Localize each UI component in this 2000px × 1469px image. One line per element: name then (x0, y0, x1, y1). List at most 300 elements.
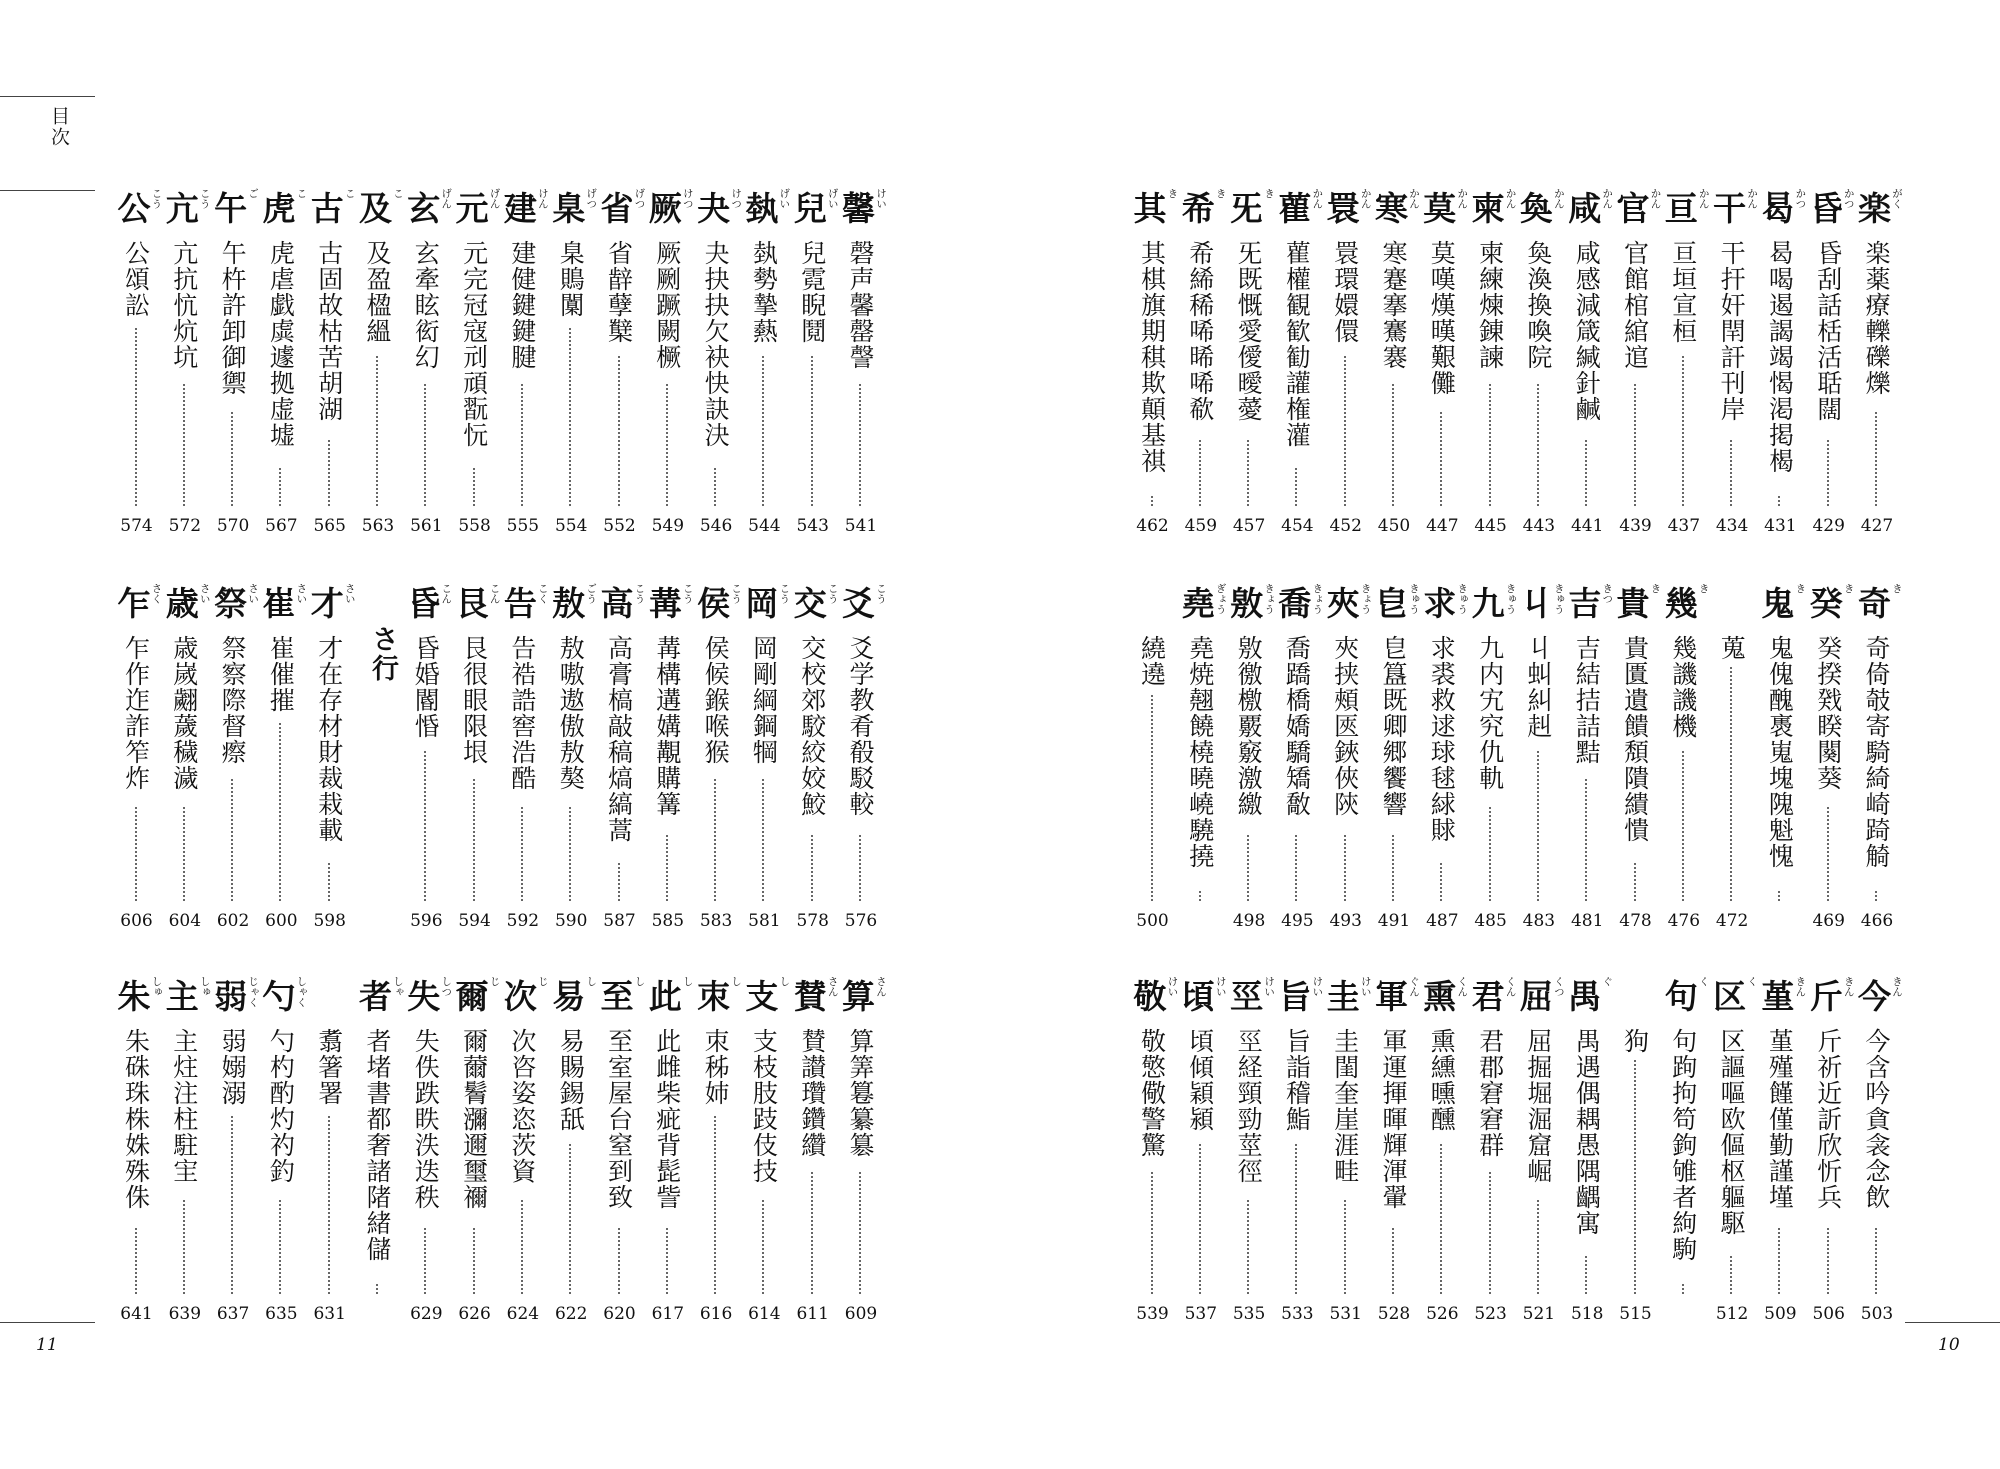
toc-entry[interactable] (1134, 190, 1180, 550)
leader-dots (618, 1228, 620, 1294)
toc-entry[interactable] (359, 190, 405, 550)
derived-characters: 午杵許卸御禦 (218, 240, 248, 396)
leader-dots (1778, 891, 1780, 901)
leader-dots (328, 863, 330, 901)
toc-entry[interactable] (262, 190, 308, 550)
toc-entry[interactable] (1472, 190, 1518, 550)
entry-head (1423, 188, 1469, 236)
toc-entry[interactable] (842, 585, 888, 945)
leader-dots (666, 835, 668, 901)
toc-entry[interactable] (649, 978, 695, 1338)
toc-entry[interactable] (1568, 585, 1614, 945)
head-reading: きょう (1359, 583, 1372, 615)
head-reading: ぎょう (1214, 583, 1227, 615)
toc-entry[interactable] (311, 585, 357, 945)
entry-head (793, 188, 839, 236)
derived-characters: 告祰誥窖浩酷 (507, 635, 537, 791)
leader-dots (1295, 1144, 1297, 1294)
head-character: 区 (1713, 977, 1747, 1016)
leader-dots (1440, 412, 1442, 506)
toc-entry[interactable] (504, 585, 550, 945)
page-number: 429 (1812, 516, 1845, 536)
derived-characters: 曷喝遏謁竭愒渇掲楬 (1765, 240, 1795, 474)
leader-dots (135, 328, 137, 506)
toc-entry[interactable] (1810, 190, 1856, 550)
head-character: 至 (600, 977, 634, 1016)
page-number: 543 (796, 516, 829, 536)
toc-entry[interactable] (601, 585, 647, 945)
page-number: 506 (1812, 1304, 1845, 1324)
head-reading: こう (778, 583, 791, 604)
toc-entry[interactable] (504, 978, 550, 1338)
derived-characters: 奐渙換喚院 (1523, 240, 1553, 370)
toc-entry[interactable] (1568, 190, 1614, 550)
toc-entry[interactable] (1520, 978, 1566, 1338)
toc-entry[interactable] (1230, 190, 1276, 550)
toc-entry[interactable] (1230, 585, 1276, 945)
derived-characters: 磬声馨罄謦 (846, 240, 875, 370)
page-number: 445 (1474, 516, 1507, 536)
derived-characters: 岡剛綱鋼犅 (749, 635, 779, 765)
leader-dots (1778, 496, 1780, 506)
derived-characters: 兒霓睨鬩 (797, 240, 827, 344)
head-reading: かん (1408, 188, 1420, 209)
toc-entry[interactable] (311, 190, 357, 550)
toc-entry[interactable] (262, 978, 308, 1338)
derived-characters: 勺杓酌灼礿釣 (266, 1028, 296, 1184)
toc-entry[interactable] (1182, 978, 1228, 1338)
derived-characters: 崔催摧 (266, 635, 296, 713)
toc-entry[interactable] (1278, 978, 1324, 1338)
head-character: 馨 (842, 189, 875, 228)
entry-head (407, 976, 453, 1024)
entry-head (1278, 583, 1324, 631)
page-number: 558 (458, 516, 491, 536)
head-character: 希 (1181, 189, 1215, 228)
head-character: 乍 (117, 584, 151, 623)
toc-entry[interactable] (1858, 978, 1904, 1338)
head-reading: こん (440, 583, 453, 604)
leader-dots (183, 807, 185, 901)
head-reading: けつ (681, 188, 694, 209)
head-reading: けい (1311, 976, 1324, 997)
derived-characters: 咸感減箴緘針鹹 (1572, 240, 1602, 422)
toc-entry[interactable] (1858, 585, 1904, 945)
toc-entry[interactable] (697, 978, 743, 1338)
toc-entry[interactable] (1327, 190, 1373, 550)
head-character: 圭 (1326, 977, 1360, 1016)
head-reading: き (1166, 188, 1179, 199)
entry-head (1326, 976, 1372, 1024)
leader-dots (1537, 384, 1539, 506)
page-number: 500 (1136, 911, 1169, 931)
toc-entry[interactable] (745, 190, 791, 550)
derived-characters: 至室屋台窒到致 (604, 1028, 634, 1210)
entry-head (1471, 188, 1517, 236)
entry-head (1423, 583, 1469, 631)
head-reading: ご (247, 188, 260, 199)
derived-characters: 鬼傀醜褭嵬塊隗魁愧 (1765, 635, 1795, 869)
entry-head (1133, 188, 1179, 236)
entry-head (1375, 583, 1420, 631)
entry-head (648, 976, 694, 1024)
page-number: 641 (120, 1304, 153, 1324)
derived-characters: 失佚跌眣泆迭秩 (411, 1028, 441, 1210)
toc-entry[interactable] (1375, 190, 1421, 550)
toc-entry[interactable] (1278, 585, 1324, 945)
toc-entry[interactable] (552, 585, 598, 945)
entry-head (1761, 976, 1807, 1024)
page-number: 637 (216, 1304, 250, 1324)
leader-dots (1392, 835, 1394, 901)
toc-entry[interactable] (118, 585, 164, 945)
toc-entry[interactable] (552, 978, 598, 1338)
toc-entry[interactable] (118, 978, 164, 1338)
derived-characters: 柬練煉錬諫 (1475, 240, 1505, 370)
toc-entry[interactable] (601, 190, 647, 550)
toc-entry[interactable] (745, 585, 791, 945)
head-reading: かん (1649, 188, 1662, 209)
head-character: 兒 (793, 189, 827, 228)
derived-characters: 丩虯糾赳 (1523, 635, 1553, 739)
page-number: 483 (1522, 911, 1556, 931)
entry-head (214, 583, 260, 631)
toc-entry[interactable] (1327, 978, 1373, 1338)
derived-characters: 賛讃瓚鑽纘 (797, 1028, 827, 1158)
head-character: 敬 (1133, 977, 1167, 1016)
head-character: 支 (745, 977, 779, 1016)
toc-entry[interactable] (842, 978, 888, 1338)
leader-dots (666, 384, 668, 506)
derived-characters: 其棋旗期稘欺顛基祺 (1137, 240, 1167, 474)
leader-dots (328, 440, 330, 506)
toc-entry[interactable] (359, 978, 405, 1338)
toc-entry[interactable] (1568, 978, 1614, 1338)
toc-entry[interactable] (1761, 585, 1807, 945)
entry-head (455, 188, 501, 236)
derived-characters: 九内宄究仇軌 (1475, 635, 1505, 791)
leader-dots (569, 328, 571, 506)
leader-dots (569, 1144, 571, 1294)
entry-head (600, 583, 646, 631)
toc-entry[interactable] (1327, 585, 1373, 945)
entry-head (1326, 583, 1372, 631)
head-character: 干 (1713, 189, 1747, 228)
leader-dots (762, 779, 764, 901)
leader-dots (1489, 1172, 1491, 1294)
leader-dots (1730, 440, 1732, 506)
toc-entry[interactable] (697, 190, 743, 550)
head-reading: きゅう (1504, 583, 1517, 615)
leader-dots (1489, 384, 1491, 506)
entry-head (1664, 976, 1710, 1024)
head-reading: きん (1842, 976, 1855, 997)
toc-entry[interactable] (1230, 978, 1276, 1338)
toc-entry[interactable] (1472, 585, 1518, 945)
toc-entry[interactable] (1423, 585, 1469, 945)
toc-entry[interactable] (1182, 190, 1228, 550)
page-number: 454 (1281, 516, 1314, 536)
toc-entry[interactable] (262, 585, 308, 945)
head-character: 朱 (117, 977, 151, 1016)
head-reading: きゅう (1456, 583, 1469, 615)
toc-entry[interactable] (649, 585, 695, 945)
derived-characters: 祭察際督瘵 (218, 635, 248, 765)
entry-head (262, 583, 308, 631)
toc-entry[interactable] (794, 978, 840, 1338)
toc-entry[interactable] (1810, 585, 1856, 945)
head-character: 頃 (1181, 977, 1215, 1016)
derived-characters: 弱嫋溺 (218, 1028, 248, 1106)
derived-characters: 癸揆戣睽闋葵 (1813, 635, 1843, 791)
toc-entry[interactable] (1375, 978, 1421, 1338)
toc-entry[interactable] (1375, 585, 1421, 945)
toc-entry[interactable] (1134, 585, 1180, 945)
toc-entry[interactable] (214, 978, 260, 1338)
toc-entry[interactable] (1665, 190, 1711, 550)
head-reading: かつ (1794, 188, 1807, 209)
derived-characters: 交校郊駮絞姣鮫 (797, 635, 827, 817)
head-character: 禺 (1568, 977, 1602, 1016)
toc-entry[interactable] (842, 190, 888, 550)
toc-entry[interactable] (1472, 978, 1518, 1338)
toc-entry[interactable] (1713, 585, 1759, 945)
toc-entry[interactable] (1617, 190, 1663, 550)
toc-entry[interactable] (407, 190, 453, 550)
derived-characters: 省辪孽櫱 (604, 240, 634, 344)
head-reading: ごう (585, 583, 598, 604)
derived-characters: 幾譏譏機 (1668, 635, 1698, 739)
head-character: 皀 (1375, 584, 1408, 623)
page-number: 609 (844, 1304, 878, 1324)
head-reading: くん (1456, 976, 1469, 997)
entry-head (600, 188, 646, 236)
page-number: 639 (168, 1304, 202, 1324)
head-reading: けん (536, 188, 549, 209)
leader-dots (1682, 356, 1684, 506)
leader-dots (1151, 695, 1153, 901)
derived-characters: 君郡窘窘群 (1475, 1028, 1505, 1158)
derived-characters: 虎虐戯虡遽拠虚墟 (266, 240, 296, 448)
leader-dots (569, 807, 571, 901)
leader-dots (1827, 807, 1829, 901)
entry-head (165, 583, 211, 631)
leader-dots (231, 779, 233, 901)
leader-dots (521, 1200, 523, 1294)
leader-dots (135, 1228, 137, 1294)
page-number: 635 (265, 1304, 298, 1324)
page-number: 555 (506, 516, 540, 536)
derived-characters: 敫徼檄覈竅激繳 (1234, 635, 1264, 817)
toc-entry[interactable] (1617, 585, 1663, 945)
entry-head (1568, 976, 1614, 1024)
toc-entry[interactable] (1520, 585, 1566, 945)
entry-head (1326, 188, 1372, 236)
entry-head (165, 188, 211, 236)
toc-entry[interactable] (1134, 978, 1180, 1338)
toc-entry[interactable] (1761, 978, 1807, 1338)
page-number: 498 (1232, 911, 1266, 931)
leader-dots (1295, 468, 1297, 506)
toc-entry[interactable] (1182, 585, 1228, 945)
entry-head (793, 976, 839, 1024)
entry-head (1761, 583, 1807, 631)
entry-head (1858, 976, 1903, 1024)
toc-entry[interactable] (214, 190, 260, 550)
leader-dots (1585, 779, 1587, 901)
page-number: 533 (1281, 1304, 1314, 1324)
head-character: 屈 (1519, 977, 1553, 1016)
head-reading: き (1891, 583, 1903, 594)
head-character: 奐 (1519, 189, 1553, 228)
leader-dots (1682, 751, 1684, 901)
derived-characters: 才在存材財裁栽載 (314, 635, 344, 843)
head-reading: こん (488, 583, 501, 604)
head-reading: き (1649, 583, 1662, 594)
page-number: 541 (844, 516, 878, 536)
toc-entry[interactable] (166, 190, 212, 550)
leader-dots (618, 863, 620, 901)
head-character: 旨 (1278, 977, 1312, 1016)
toc-entry[interactable] (1665, 978, 1711, 1338)
page-number: 583 (699, 911, 733, 931)
leader-dots (1537, 1200, 1539, 1294)
toc-entry[interactable] (1665, 585, 1711, 945)
toc-entry[interactable] (1810, 978, 1856, 1338)
toc-entry[interactable] (1520, 190, 1566, 550)
toc-entry[interactable] (166, 585, 212, 945)
entry-head (697, 976, 743, 1024)
toc-entry[interactable] (1423, 978, 1469, 1338)
toc-entry[interactable] (552, 190, 598, 550)
page-number: 576 (844, 911, 878, 931)
leader-dots (1827, 440, 1829, 506)
toc-entry[interactable] (1713, 978, 1759, 1338)
entry-head (310, 583, 356, 631)
page-number: 487 (1426, 911, 1459, 931)
head-reading: じゃく (247, 976, 260, 1008)
derived-characters: 吉結拮詰黠 (1572, 635, 1602, 765)
head-reading: こ (295, 188, 308, 199)
toc-entry[interactable] (504, 190, 550, 550)
leader-dots (1634, 1060, 1636, 1294)
derived-characters: 奇倚攲寄騎綺崎踦觭 (1862, 635, 1891, 869)
derived-characters: 爻学教肴殽駁較 (846, 635, 875, 817)
head-character: 雚 (1278, 189, 1312, 228)
leader-dots (376, 1284, 378, 1294)
page-number: 570 (216, 516, 250, 536)
page-number: 531 (1329, 1304, 1362, 1324)
head-reading: さい (295, 583, 308, 604)
leader-dots (135, 807, 137, 901)
derived-characters: 句跔拘笱鉤雊者絇駒 (1668, 1028, 1698, 1262)
head-reading: く (1697, 976, 1710, 987)
toc-entry[interactable] (1617, 978, 1663, 1338)
entry-head (407, 583, 453, 631)
toc-entry[interactable] (1278, 190, 1324, 550)
head-character: 午 (214, 189, 248, 228)
head-reading: こう (730, 583, 743, 604)
head-character: 玄 (407, 189, 441, 228)
entry-head (1230, 583, 1276, 631)
toc-entry[interactable] (407, 585, 453, 945)
section-label: さ行 (367, 625, 398, 683)
head-reading: さん (826, 976, 839, 997)
page-number: 606 (120, 911, 153, 931)
toc-entry[interactable] (1761, 190, 1807, 550)
entry-head (407, 188, 453, 236)
entry-head (1809, 188, 1855, 236)
toc-entry[interactable] (697, 585, 743, 945)
derived-characters: 次咨姿恣茨資 (507, 1028, 537, 1184)
toc-entry[interactable] (407, 978, 453, 1338)
head-character: 及 (359, 189, 392, 228)
entry-head (1133, 976, 1179, 1024)
derived-characters: 楽薬療轢礫爍 (1862, 240, 1891, 396)
toc-entry[interactable] (794, 585, 840, 945)
derived-characters: 支枝肢跂伎技 (749, 1028, 779, 1184)
leader-dots (1489, 807, 1491, 901)
entry-head (1230, 976, 1276, 1024)
derived-characters: 繞遶 (1137, 635, 1167, 687)
page-number: 563 (361, 516, 395, 536)
derived-characters: 朿秭姉 (701, 1028, 731, 1106)
derived-characters: 此雌柴疵背髭訾 (652, 1028, 682, 1210)
toc-entry[interactable] (1858, 190, 1904, 550)
toc-entry[interactable] (118, 190, 164, 550)
toc-entry[interactable] (1713, 190, 1759, 550)
toc-entry[interactable] (745, 978, 791, 1338)
head-character: 敖 (552, 584, 586, 623)
toc-entry[interactable] (456, 585, 502, 945)
toc-entry[interactable] (456, 190, 502, 550)
toc-entry[interactable] (601, 978, 647, 1338)
derived-characters: 建健鍵鍵腱 (507, 240, 537, 370)
entry-head (1664, 583, 1710, 631)
leader-dots (762, 1200, 764, 1294)
derived-characters: 区謳嘔欧傴枢軀駆 (1717, 1028, 1747, 1236)
head-reading: さい (247, 583, 260, 604)
leader-dots (231, 412, 233, 506)
leader-dots (811, 356, 813, 506)
head-character: 軍 (1375, 977, 1408, 1016)
page-number: 452 (1329, 516, 1362, 536)
head-reading: し (633, 976, 646, 987)
head-character: 亘 (1664, 189, 1698, 228)
head-reading: かつ (1842, 188, 1855, 209)
page-number: 493 (1329, 911, 1362, 931)
toc-entry[interactable] (1423, 190, 1469, 550)
head-reading: げん (488, 188, 501, 209)
entry-head (600, 976, 646, 1024)
entry-head (359, 976, 404, 1024)
entry-head (1471, 583, 1517, 631)
toc-entry[interactable] (311, 978, 357, 1338)
head-character: 爾 (455, 977, 489, 1016)
head-character: 睘 (1326, 189, 1360, 228)
toc-entry[interactable] (456, 978, 502, 1338)
leader-dots (1585, 1256, 1587, 1294)
head-character: 臬 (552, 189, 586, 228)
toc-entry[interactable] (214, 585, 260, 945)
toc-entry[interactable] (794, 190, 840, 550)
toc-grid (1000, 0, 2000, 1469)
toc-entry[interactable] (649, 190, 695, 550)
leader-dots (1151, 1172, 1153, 1294)
leader-dots (424, 1228, 426, 1294)
head-character: 元 (455, 189, 489, 228)
toc-entry[interactable] (166, 978, 212, 1338)
